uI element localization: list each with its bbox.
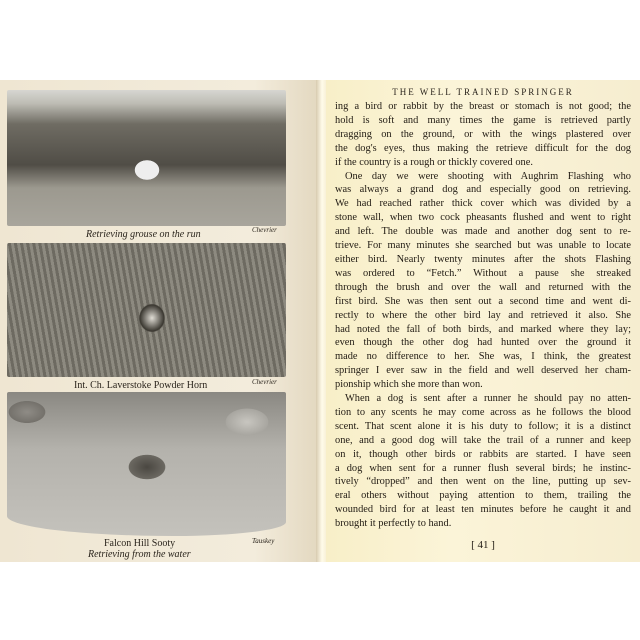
text-line: hold is soft and many times the game is retrieved partly — [335, 114, 631, 126]
text-line: and left. The double was made and another dog sent to re- — [335, 226, 631, 238]
text-line: even though the other dog had hunted over the ground it — [335, 337, 631, 349]
body-text — [335, 100, 631, 531]
photo-subcaption: Retrieving from the water — [88, 549, 191, 560]
text-line: first bird. She was then sent out a second time and went di- — [335, 295, 631, 307]
text-line: had noted the fall of both birds, and marked where they lay; — [335, 323, 631, 335]
text-line: was ordered to “Fetch.” Without a pause she streaked — [335, 267, 631, 279]
photo-retrieving-grouse — [7, 90, 286, 226]
text-line: was always a grand dog and especially good on retrieving. — [335, 184, 631, 196]
photo-falcon-hill-sooty — [7, 392, 286, 536]
text-line: a dog when sent for a runner flush several birds; he instinc- — [335, 462, 631, 474]
photo-credit: Tauskey — [252, 537, 275, 545]
text-line: either bird. Nearly twenty minutes after the shots Flashing — [335, 253, 631, 265]
text-line: dragging on the ground, or with the wings plastered over — [335, 128, 631, 140]
right-page — [326, 80, 640, 562]
running-head: THE WELL TRAINED SPRINGER — [392, 87, 574, 97]
text-line: springer I ever saw in the field and well deserved her cham- — [335, 365, 631, 377]
text-line: We had reached rather thick cover which was divided by a — [335, 198, 631, 210]
photo-caption: Falcon Hill Sooty — [104, 538, 176, 549]
text-line: if the country is a rough or thickly covered one. — [335, 156, 533, 168]
text-line: One day we were shooting with Aughrim Flashing who — [345, 170, 631, 182]
left-page — [0, 80, 318, 562]
text-line: through the brush and over the wall and returned with the — [335, 281, 631, 293]
text-line: eral others without paying attention to them, trailing the — [335, 490, 631, 502]
text-line: tively “dropped” and then went on the line, putting up sev- — [335, 476, 631, 488]
text-line: wounded bird for at least ten minutes before he caught it and — [335, 504, 631, 516]
text-line: made no difference to her. She was, I think, the greatest — [335, 351, 631, 363]
text-line: brought it perfectly to hand. — [335, 518, 452, 530]
text-line: tion to any scents he may come across as he follows the blood — [335, 406, 631, 418]
photo-powder-horn — [7, 243, 286, 377]
text-line: the dog's eyes, thus making the retrieve difficult for the dog — [335, 142, 631, 154]
text-line: trieve. For many minutes she searched but was unable to locate — [335, 240, 631, 252]
photo-caption: Int. Ch. Laverstoke Powder Horn — [74, 380, 208, 391]
photo-caption: Retrieving grouse on the run — [86, 229, 201, 240]
text-line: one, and a good dog will take the trail of a runner and keep — [335, 434, 631, 446]
text-line: ing a bird or rabbit by the breast or stomach is not good; the — [335, 101, 631, 112]
text-line: scent. That scent alone it is his duty to follow; it is a distinct — [335, 420, 631, 432]
text-line: pionship which she more than won. — [335, 379, 483, 391]
page-number: [ 41 ] — [471, 539, 495, 552]
text-line: on it, though other birds or rabbits are started. I have seen — [335, 448, 631, 460]
text-line: rectly to where the other bird lay and retrieved it also. She — [335, 309, 631, 321]
text-line: When a dog is sent after a runner he should pay no atten- — [345, 393, 631, 405]
text-line: stone wall, when two cock pheasants flushed and went to right — [335, 212, 631, 224]
photo-credit: Chevrier — [252, 378, 277, 386]
photo-credit: Chevrier — [252, 226, 277, 234]
